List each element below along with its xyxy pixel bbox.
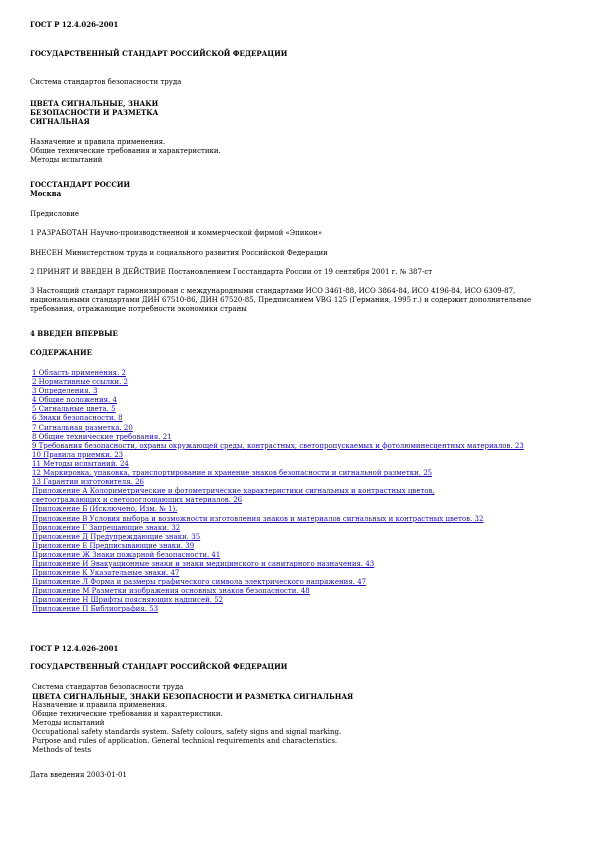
- toc-link[interactable]: Приложение Д Предупреждающие знаки. 35: [32, 532, 201, 541]
- toc-link[interactable]: 11 Методы испытаний. 24: [32, 459, 129, 468]
- toc-link[interactable]: Приложение Л Форма и размеры графического символа электрического напряжения. 47: [32, 578, 367, 587]
- para-line: требования, отражающие потребности экономики страны: [30, 305, 247, 313]
- toc-link[interactable]: Приложение К Указательные знаки. 47: [32, 569, 180, 578]
- title-block-line: Общие технические требования и характеристики.: [32, 710, 223, 718]
- foreword-para-2: 2 ПРИНЯТ И ВВЕДЕН В ДЕЙСТВИЕ Постановлением Госстандарта России от 19 сентября 2001 г. № 387-ст: [30, 268, 433, 276]
- title-line: ЦВЕТА СИГНАЛЬНЫЕ, ЗНАКИ: [30, 99, 159, 108]
- toc-link[interactable]: 5 Сигнальные цвета. 5: [32, 405, 116, 414]
- purpose-line: Общие технические требования и характеристики.: [30, 147, 221, 155]
- toc-link[interactable]: 10 Правила приемки. 23: [32, 450, 124, 459]
- document-title: [30, 99, 570, 126]
- toc-link[interactable]: 13 Гарантии изготовителя. 26: [32, 478, 144, 487]
- toc-link[interactable]: 9 Требования безопасности, охраны окружающей среды, контрастных, светопропускаемых и фотолюминесцентных материалов. 23: [32, 441, 524, 450]
- toc-link[interactable]: Приложение Н Шрифты поясняющих надписей. 52: [32, 596, 224, 605]
- para-line: национальными стандартами ДИН 67510-86, ДИН 67520-85, Предписанием VBG 125 (Германия, 1995 г.) и содержит дополнительные: [30, 296, 532, 304]
- toc-link[interactable]: Приложение И Эвакуационные знаки и знаки медицинского и санитарного назначения. 43: [32, 559, 375, 568]
- purpose-line: Методы испытаний: [30, 156, 103, 164]
- title-block-line: Система стандартов безопасности труда: [32, 683, 184, 691]
- title-line: БЕЗОПАСНОСТИ И РАЗМЕТКА: [30, 108, 159, 117]
- table-of-contents: [32, 369, 572, 615]
- title-block-line: Occupational safety standards system. Safety colours, safety signs and signal marking.: [32, 728, 342, 736]
- toc-link[interactable]: Приложение Ж Знаки пожарной безопасности. 41: [32, 550, 221, 559]
- toc-link[interactable]: Приложение А Колориметрические и фотометрические характеристики сигнальных и контрастных цветов, светоотражающих и светопоглощающих материалов. 26: [32, 487, 435, 505]
- toc-link[interactable]: Приложение В Условия выбора и возможности изготовления знаков и материалов сигнальных и контрастных цветов. 32: [32, 514, 484, 523]
- state-standard-heading-2: ГОСУДАРСТВЕННЫЙ СТАНДАРТ РОССИЙСКОЙ ФЕДЕРАЦИИ: [30, 662, 288, 671]
- foreword-para-vnesen: ВНЕСЕН Министерством труда и социального развития Российской Федерации: [30, 249, 328, 257]
- title-block-line: Методы испытаний: [32, 719, 105, 727]
- toc-link[interactable]: 4 Общие положения. 4: [32, 396, 117, 405]
- purpose-line: Назначение и правила применения.: [30, 138, 166, 146]
- title-block-line: Purpose and rules of application. General technical requirements and characteristics.: [32, 737, 338, 745]
- toc-link[interactable]: 2 Нормативные ссылки. 2: [32, 378, 128, 387]
- toc-link[interactable]: 12 Маркировка, упаковка, транспортирование и хранение знаков безопасности и сигнальной разметки. 25: [32, 469, 433, 478]
- title-block-line: ЦВЕТА СИГНАЛЬНЫЕ, ЗНАКИ БЕЗОПАСНОСТИ И РАЗМЕТКА СИГНАЛЬНАЯ: [32, 692, 354, 701]
- document-purpose: [30, 138, 570, 165]
- standards-system: Система стандартов безопасности труда: [30, 78, 182, 86]
- toc-link[interactable]: Приложение Б (Исключено, Изм. № 1).: [32, 505, 178, 514]
- doc-code-header: ГОСТ Р 12.4.026-2001: [30, 20, 119, 29]
- toc-link[interactable]: 6 Знаки безопасности. 8: [32, 414, 123, 423]
- foreword-para-4: 4 ВВЕДЕН ВПЕРВЫЕ: [30, 329, 118, 338]
- toc-link[interactable]: 8 Общие технические требования. 21: [32, 432, 172, 441]
- contents-title: СОДЕРЖАНИЕ: [30, 348, 92, 357]
- toc-link[interactable]: Приложение Г Запрещающие знаки. 32: [32, 523, 181, 532]
- publisher: [30, 180, 570, 198]
- foreword-heading: Предисловие: [30, 210, 80, 218]
- introduction-date: Дата введения 2003-01-01: [30, 771, 127, 779]
- toc-link[interactable]: 1 Область применения. 2: [32, 369, 126, 377]
- title-line: СИГНАЛЬНАЯ: [30, 117, 90, 126]
- title-block-line: Methods of tests: [32, 746, 92, 754]
- foreword-para-1: 1 РАЗРАБОТАН Научно-производственной и коммерческой фирмой «Эпикон»: [30, 229, 322, 237]
- foreword-para-3: [30, 287, 570, 314]
- toc-link[interactable]: 3 Определения. 3: [32, 387, 98, 396]
- publisher-line: Москва: [30, 189, 62, 198]
- standard-title-block: [32, 683, 572, 755]
- title-block-line: Назначение и правила применения.: [32, 701, 168, 709]
- publisher-line: ГОССТАНДАРТ РОССИИ: [30, 180, 131, 189]
- toc-link[interactable]: Приложение Е Предписывающие знаки. 39: [32, 541, 195, 550]
- doc-code-header-2: ГОСТ Р 12.4.026-2001: [30, 644, 119, 653]
- toc-link[interactable]: Приложение М Разметки изображения основных знаков безопасности. 48: [32, 587, 310, 596]
- state-standard-heading: ГОСУДАРСТВЕННЫЙ СТАНДАРТ РОССИЙСКОЙ ФЕДЕРАЦИИ: [30, 49, 288, 58]
- para-line: 3 Настоящий стандарт гармонизирован с международными стандартами ИСО 3461-88, ИСО 3864-84, ИСО 4196-84, ИСО 6309-87,: [30, 287, 516, 295]
- toc-link[interactable]: Приложение П Библиография. 53: [32, 605, 159, 614]
- toc-link[interactable]: 7 Сигнальная разметка. 20: [32, 423, 133, 432]
